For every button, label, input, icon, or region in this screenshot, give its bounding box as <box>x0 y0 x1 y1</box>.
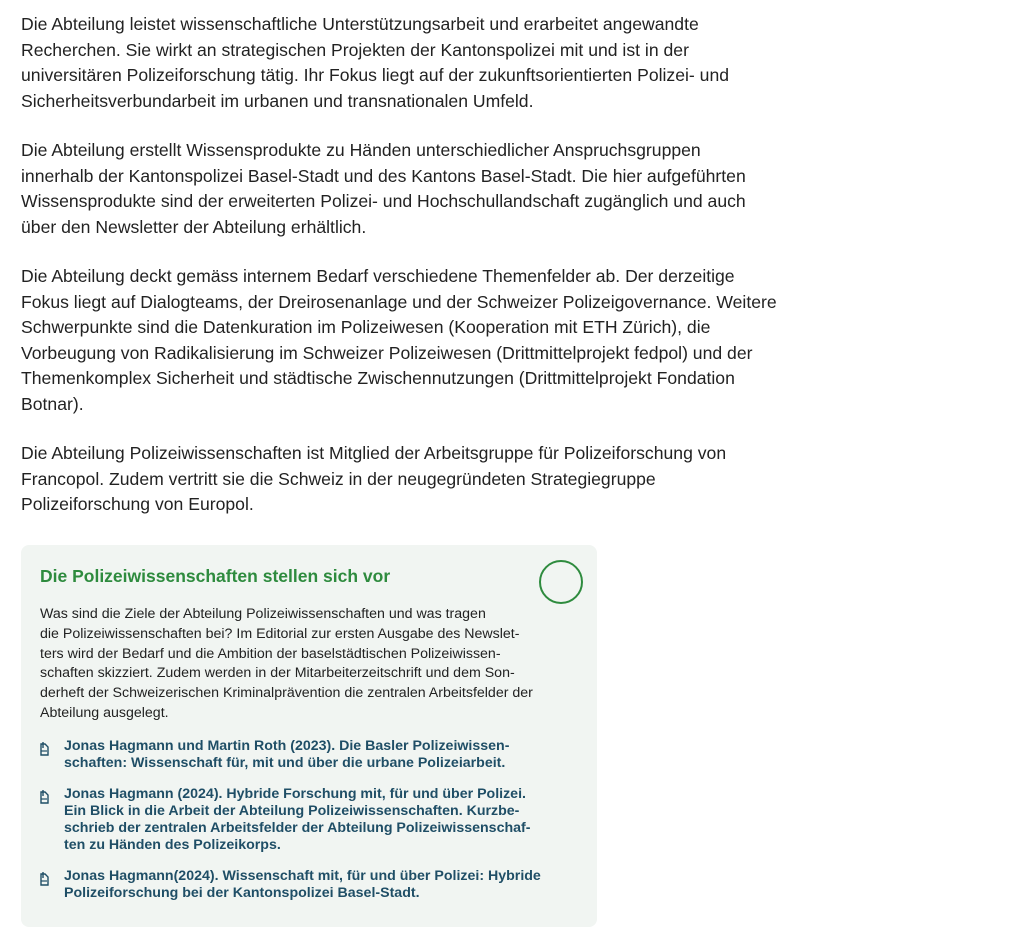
paragraph-intro: Die Abteilung leistet wissenschaftliche Unterstützungsarbeit und erarbeitet angewandte Recherchen. Sie wirkt an strategischen Projekten der Kantonspolizei mit und ist in der universitären Polizeiforschung tätig. Ihr Fokus liegt auf der zukunftsorientierten Polizei- und Sicherheitsverbundarbeit im urbanen und transnationalen Umfeld. <box>21 14 730 111</box>
info-card <box>21 545 597 927</box>
document-icon <box>40 790 49 804</box>
document-link-list <box>40 738 579 902</box>
document-link-label[interactable]: Jonas Hagmann und Martin Roth (2023). Die Basler Polizeiwissen- schaften: Wissenschaft für, mit und über die urbane Polizeiarbeit. <box>64 737 510 771</box>
paragraph-topics: Die Abteilung deckt gemäss internem Bedarf verschiedene Themenfelder ab. Der derzeitige Fokus liegt auf Dialogteams, der Dreirosenanlage und der Schweizer Polizeigovernance. Weitere Schwerpunkte sind die Datenkuration im Polizeiwesen (Kooperation mit ETH Zürich), die Vorbeugung von Radikalisierung im Schweizer Polizeiwesen (Drittmittelprojekt fedpol) und der Themenkomplex Sicherheit und städtische Zwischennutzungen (Drittmittelprojekt Fondation Botnar). <box>21 266 777 414</box>
document-icon <box>40 872 49 886</box>
document-link-label[interactable]: Jonas Hagmann (2024). Hybride Forschung mit, für und über Polizei. Ein Blick in die Arbeit der Abteilung Polizeiwissenschaften. Kurzbe- schrieb der zentralen Arbeitsfelder der Abteilung Polizeiwissenschaf- ten zu Händen des Polizeikorps. <box>64 785 531 853</box>
article-body <box>21 12 841 542</box>
document-link-label[interactable]: Jonas Hagmann(2024). Wissenschaft mit, für und über Polizei: Hybride Polizeiforschung bei der Kantonspolizei Basel-Stadt. <box>64 867 541 901</box>
circle-icon <box>539 560 583 604</box>
document-link[interactable] <box>40 868 579 902</box>
card-title: Die Polizeiwissenschaften stellen sich vor <box>40 566 391 586</box>
document-link[interactable] <box>40 786 579 854</box>
document-icon <box>40 742 49 756</box>
paragraph-knowledge-products: Die Abteilung erstellt Wissensprodukte zu Händen unterschiedlicher Anspruchsgruppen innerhalb der Kantonspolizei Basel-Stadt und des Kantons Basel-Stadt. Die hier aufgeführten Wissensprodukte sind der erweiterten Polizei- und Hochschullandschaft zugänglich und auch über den Newsletter der Abteilung erhältlich. <box>21 140 746 237</box>
card-description: Was sind die Ziele der Abteilung Polizeiwissenschaften und was tragen die Polizeiwissenschaften bei? Im Editorial zur ersten Ausgabe des Newslet- ters wird der Bedarf und die Ambition der baselstädtischen Polizeiwissen- schaften skizziert. Zudem werden in der Mitarbeiterzeitschrift und dem Son- derheft der Schweizerischen Kriminalprävention die zentralen Arbeitsfelder der Abteilung ausgelegt. <box>40 606 533 721</box>
paragraph-memberships: Die Abteilung Polizeiwissenschaften ist Mitglied der Arbeitsgruppe für Polizeiforschung von Francopol. Zudem vertritt sie die Schweiz in der neugegründeten Strategiegruppe Polizeiforschung von Europol. <box>21 443 727 514</box>
document-link[interactable] <box>40 738 579 772</box>
